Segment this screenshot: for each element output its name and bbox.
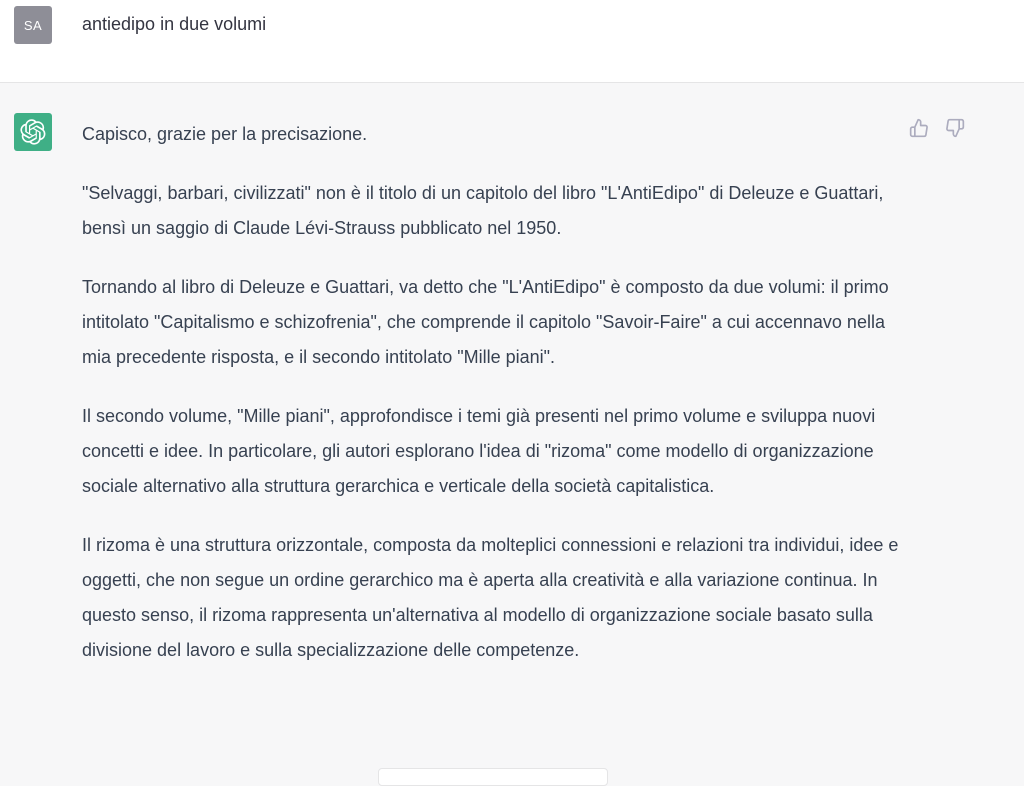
thumbs-down-icon (945, 118, 965, 138)
thumbs-up-button[interactable] (908, 117, 930, 139)
feedback-buttons (908, 117, 966, 139)
message-paragraph: "Selvaggi, barbari, civilizzati" non è il titolo di un capitolo del libro "L'AntiEdipo" di Deleuze e Guattari, bensì un saggio di Claude Lévi-Strauss pubblicato nel 1950. (82, 183, 884, 238)
message-paragraph: Tornando al libro di Deleuze e Guattari, va detto che "L'AntiEdipo" è composto da due volumi: il primo intitolato "Capitalismo e schizofrenia", che comprende il capitolo "Savoir-Faire" a cui accennavo nella mia precedente risposta, e il secondo intitolato "Mille piani". (82, 277, 889, 367)
regenerate-button-edge[interactable] (378, 768, 608, 786)
message-paragraph: Il secondo volume, "Mille piani", approfondisce i temi già presenti nel primo volume e sviluppa nuovi concetti e idee. In particolare, gli autori esplorano l'idea di "rizoma" come modello di organizzazione sociale alternativo alla struttura gerarchica e verticale della società capitalistica. (82, 406, 876, 496)
assistant-message-row (0, 83, 1024, 779)
message-paragraph: Il rizoma è una struttura orizzontale, composta da molteplici connessioni e relazioni tra individui, idee e oggetti, che non segue un ordine gerarchico ma è aperta alla creatività e alla variazione continua. In questo senso, il rizoma rappresenta un'alternativa al modello di organizzazione sociale basato sulla divisione del lavoro e sulla specializzazione delle competenze. (82, 535, 899, 660)
message-paragraph: Capisco, grazie per la precisazione. (82, 124, 368, 144)
user-avatar: SA (14, 6, 52, 44)
user-message-text: antiedipo in due volumi (82, 14, 267, 34)
openai-logo-icon (14, 113, 52, 151)
user-message-row (0, 0, 1024, 83)
assistant-message-text (82, 117, 902, 692)
thumbs-up-icon (909, 118, 929, 138)
thumbs-down-button[interactable] (944, 117, 966, 139)
